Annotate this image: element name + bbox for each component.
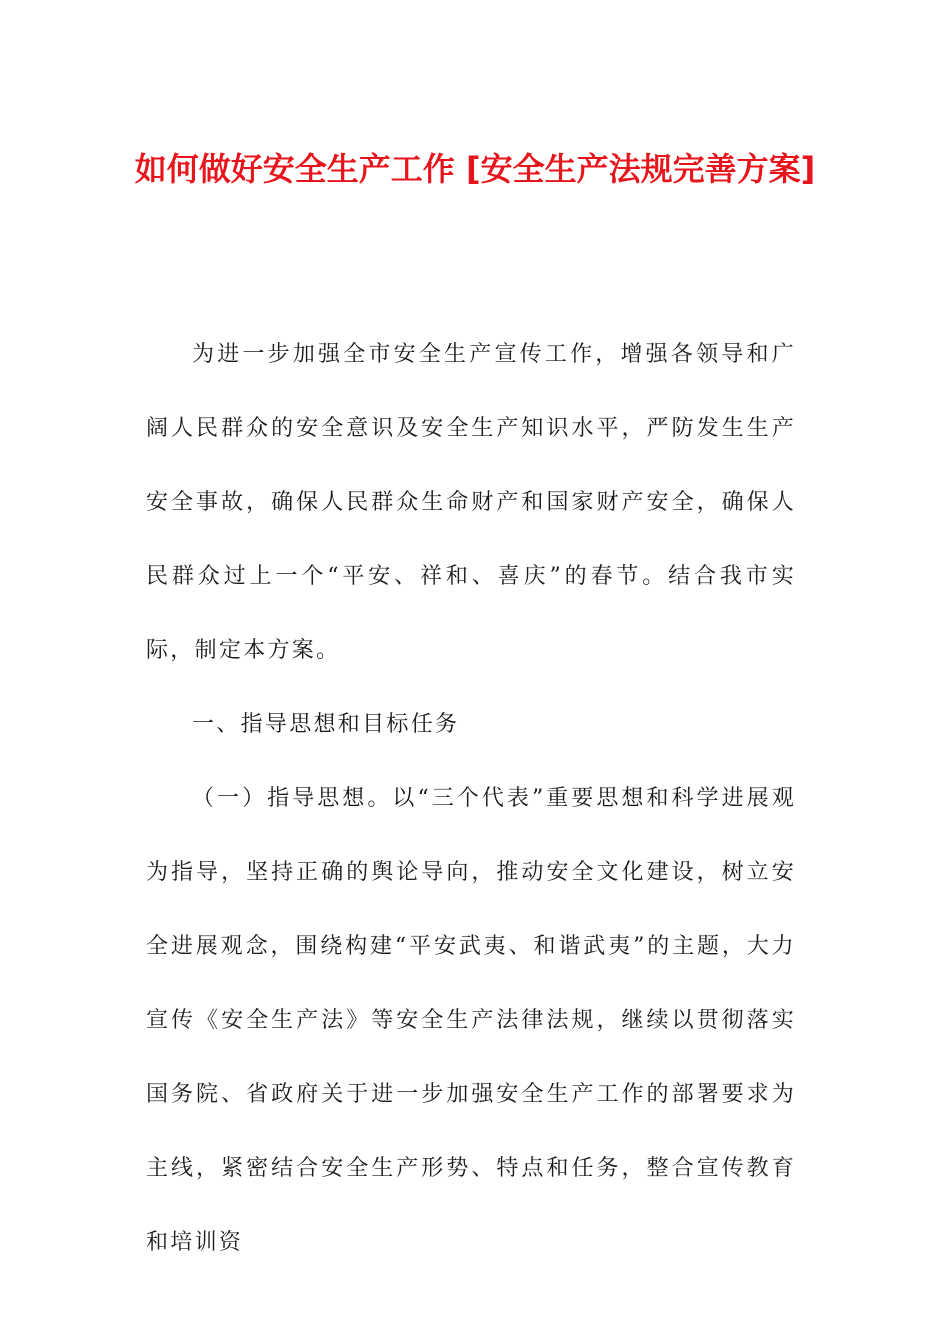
section-heading: 一、指导思想和目标任务 bbox=[192, 712, 460, 737]
guiding-ideology-paragraph: （一）指导思想。以“三个代表”重要思想和科学进展观为指导，坚持正确的舆论导向，推动安全文化建设，树立安全进展观念，围绕构建“平安武夷、和谐武夷”的主题，大力宣传《安全生产法》等安全生产法律法规，继续以贯彻落实国务院、省政府关于进一步加强安全生产工作的部署要求为主线，紧密结合安全生产形势、特点和任务，整合宣传教育和培训资 bbox=[146, 786, 796, 1255]
document-body bbox=[146, 318, 796, 1280]
intro-paragraph: 为进一步加强全市安全生产宣传工作，增强各领导和广阔人民群众的安全意识及安全生产知识水平，严防发生生产安全事故，确保人民群众生命财产和国家财产安全，确保人民群众过上一个“平安、祥和、喜庆”的春节。结合我市实际，制定本方案。 bbox=[146, 342, 796, 663]
document-title: 如何做好安全生产工作 [安全生产法规完善方案] bbox=[134, 150, 816, 188]
